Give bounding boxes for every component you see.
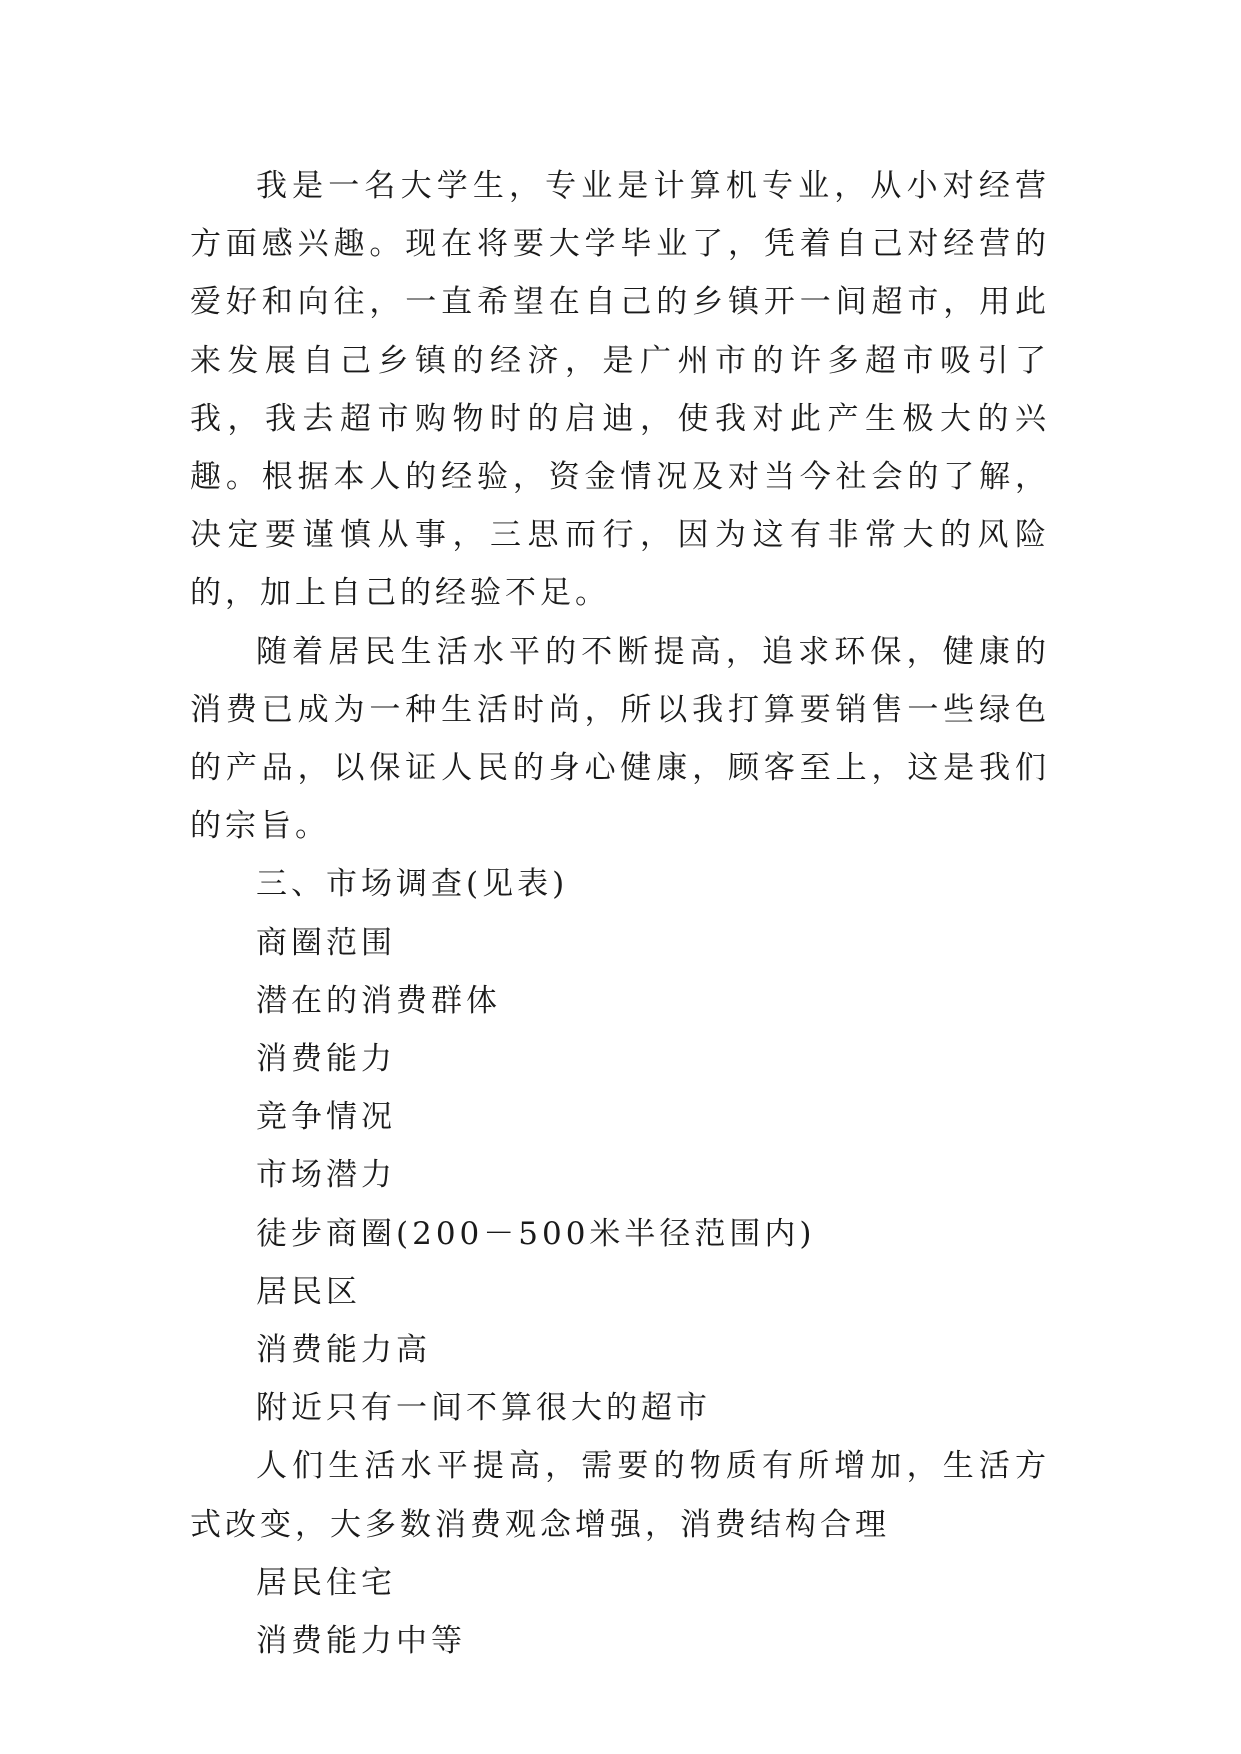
section-heading-market-survey: 三、市场调查(见表) [256,866,569,903]
item-market-potential: 市场潜力 [256,1157,396,1194]
item-medium-capacity: 消费能力中等 [256,1623,466,1660]
item-trade-area-range: 商圈范围 [256,924,396,961]
item-nearby-supermarket: 附近只有一间不算很大的超市 [256,1390,711,1427]
potential-note-paragraph: 人们生活水平提高，需要的物质有所增加，生活方式改变，大多数消费观念增强，消费结构合理 [190,1448,1050,1543]
item-residential-area: 居民区 [256,1273,361,1310]
item-competition: 竞争情况 [256,1099,396,1136]
item-high-capacity: 消费能力高 [256,1332,431,1369]
item-walking-trade-area: 徒步商圈(200－500米半径范围内) [256,1215,816,1252]
item-residential-housing: 居民住宅 [256,1564,396,1601]
item-potential-consumers: 潜在的消费群体 [256,982,501,1019]
item-consumption-capacity: 消费能力 [256,1041,396,1078]
document-page [190,157,1050,1670]
product-paragraph: 随着居民生活水平的不断提高，追求环保，健康的消费已成为一种生活时尚，所以我打算要销售一些绿色的产品，以保证人民的身心健康，顾客至上，这是我们的宗旨。 [190,633,1050,845]
intro-paragraph: 我是一名大学生，专业是计算机专业，从小对经营方面感兴趣。现在将要大学毕业了，凭着自己对经营的爱好和向往，一直希望在自己的乡镇开一间超市，用此来发展自己乡镇的经济，是广州市的许多超市吸引了我，我去超市购物时的启迪，使我对此产生极大的兴趣。根据本人的经验，资金情况及对当今社会的了解，决定要谨慎从事，三思而行，因为这有非常大的风险的，加上自己的经验不足。 [190,168,1050,612]
